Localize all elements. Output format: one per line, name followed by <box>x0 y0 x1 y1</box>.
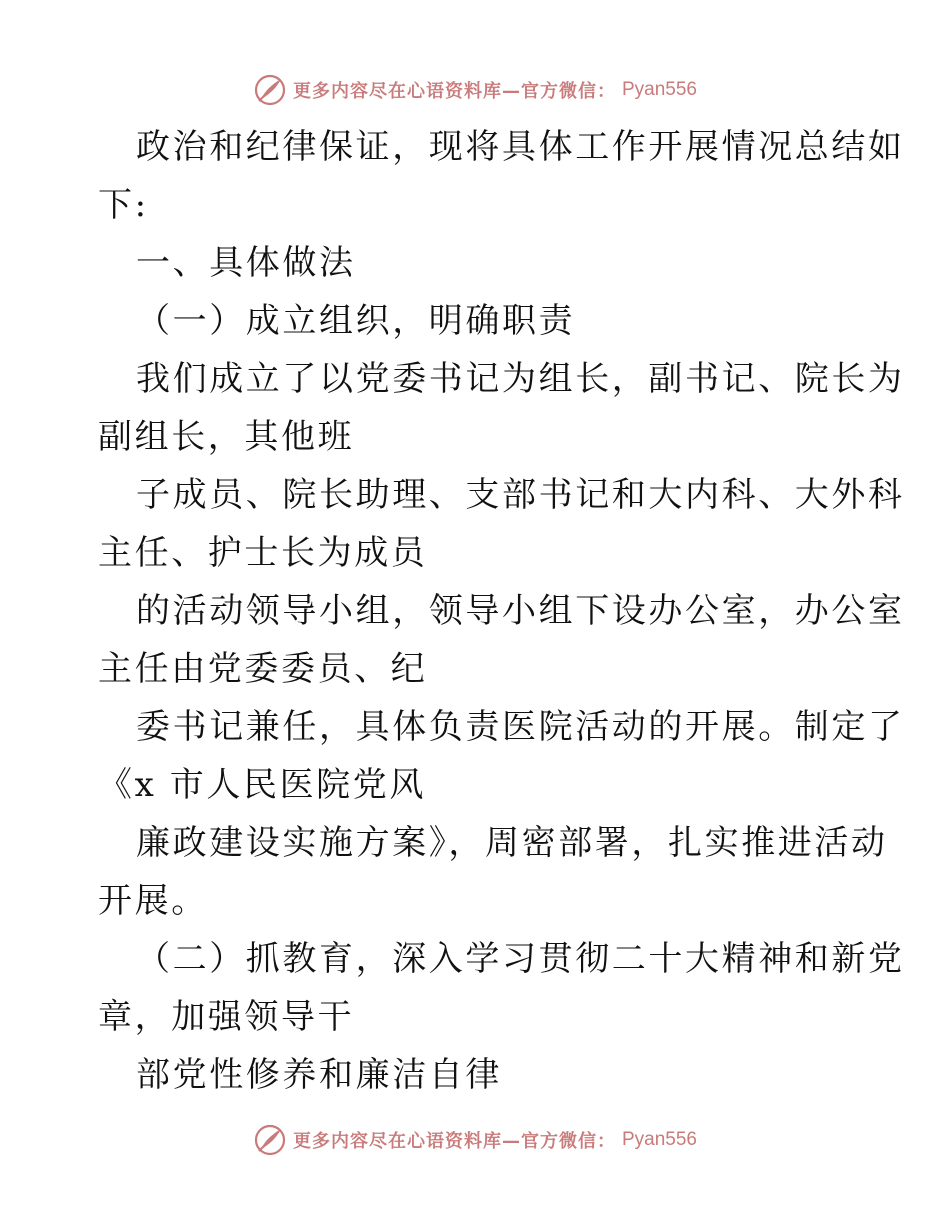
paragraph-line: 廉政建设实施方案》，周密部署，扎实推进活动 <box>136 823 888 863</box>
paragraph-line: 部党性修养和廉洁自律 <box>136 1055 502 1095</box>
subsection-heading: （二）抓教育，深入学习贯彻二十大精神和新党 <box>136 939 905 979</box>
quill-pen-logo-icon <box>253 73 287 107</box>
quill-pen-logo-icon <box>253 1123 287 1157</box>
watermark-wechat-id: Pyan556 <box>621 1129 697 1150</box>
paragraph-line: 的活动领导小组，领导小组下设办公室，办公室 <box>136 591 905 631</box>
paragraph-line: 子成员、院长助理、支部书记和大内科、大外科 <box>136 475 905 515</box>
watermark-text: 更多内容尽在心语资料库—官方微信： <box>292 81 616 102</box>
paragraph-line: 下: <box>98 185 149 225</box>
paragraph-line: 我们成立了以党委书记为组长，副书记、院长为 <box>136 359 905 399</box>
section-heading: 一、具体做法 <box>136 243 356 283</box>
watermark-wechat-id: Pyan556 <box>621 79 697 100</box>
paragraph-line: 章，加强领导干 <box>98 997 355 1037</box>
paragraph-line: 副组长，其他班 <box>98 417 355 457</box>
paragraph-line: 《x 市人民医院党风 <box>98 765 426 805</box>
footer-watermark <box>0 1120 950 1160</box>
paragraph-line: 主任由党委委员、纪 <box>98 649 428 689</box>
paragraph-line: 委书记兼任，具体负责医院活动的开展。制定了 <box>136 707 905 747</box>
paragraph-line: 开展。 <box>98 881 208 921</box>
subsection-heading: （一）成立组织，明确职责 <box>136 301 576 341</box>
paragraph-line: 主任、护士长为成员 <box>98 533 428 573</box>
paragraph-line: 政治和纪律保证，现将具体工作开展情况总结如 <box>136 127 905 167</box>
header-watermark <box>0 70 950 110</box>
document-body <box>98 118 905 1104</box>
watermark-text: 更多内容尽在心语资料库—官方微信： <box>292 1131 616 1152</box>
